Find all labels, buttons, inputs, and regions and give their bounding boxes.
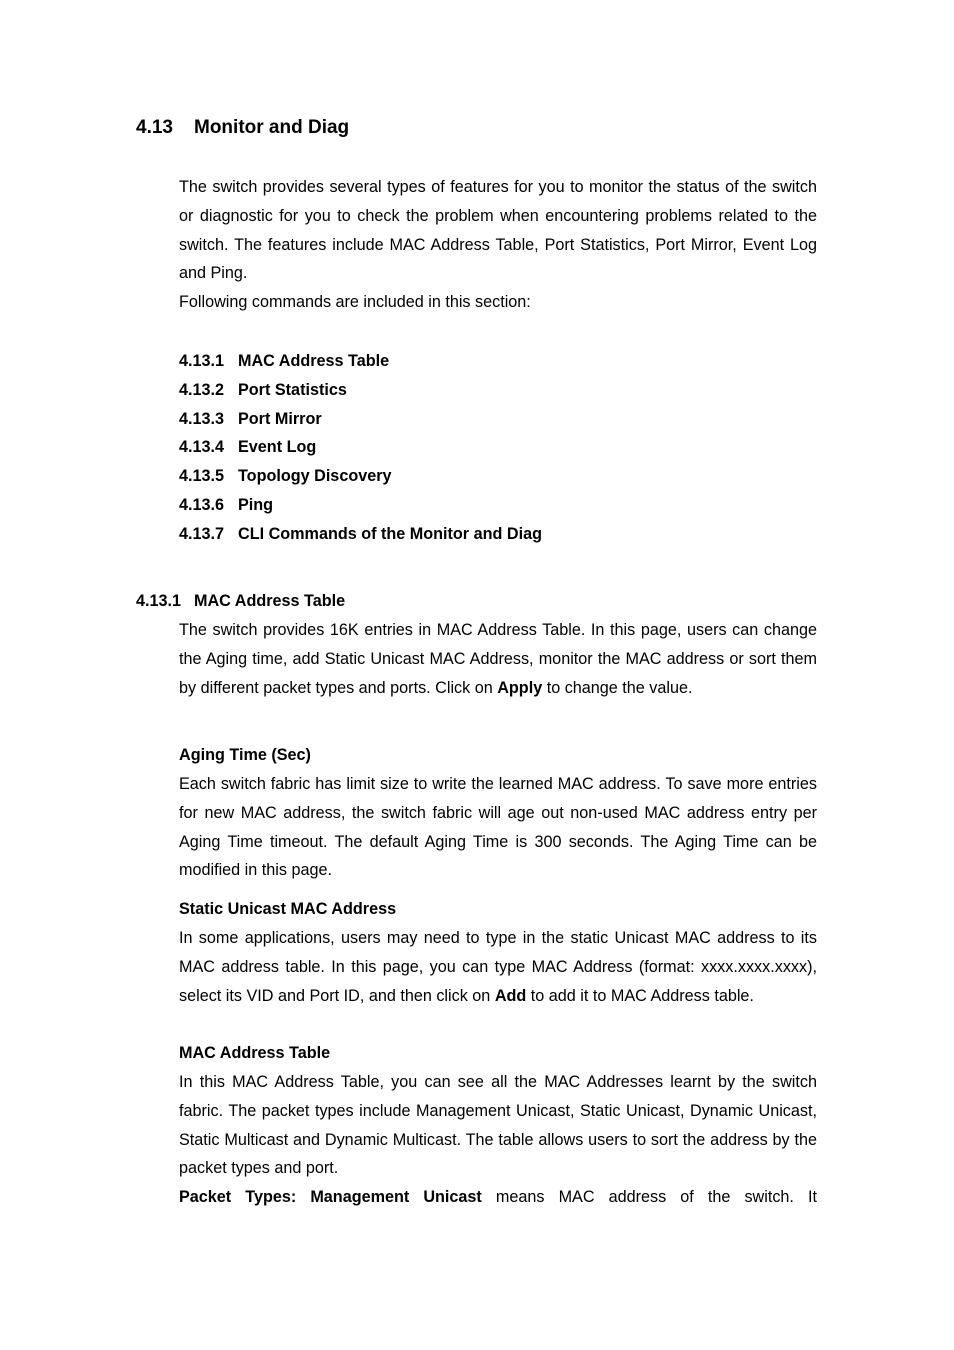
toc-item: 4.13.5 Topology Discovery <box>179 467 392 486</box>
section-title: Monitor and Diag <box>194 117 350 138</box>
toc-item: 4.13.4 Event Log <box>179 438 317 457</box>
packet-types-paragraph: Packet Types: Management Unicast means MAC address of the switch. It <box>179 1188 817 1206</box>
toc-item: 4.13.1 MAC Address Table <box>179 352 390 370</box>
toc-item: 4.13.6 Ping <box>179 495 274 514</box>
section-number: 4.13 <box>136 117 173 138</box>
intro-paragraph <box>179 173 817 317</box>
subsection-heading <box>136 587 345 616</box>
intro-commands-text: Following commands are included in this section: <box>179 293 531 312</box>
aging-heading: Aging Time (Sec) <box>179 746 311 764</box>
aging-paragraph: Each switch fabric has limit size to write the learned MAC address. To save more entries for new MAC address, the switch fabric will age out non-used MAC address entry per Aging Time timeout. The default Aging Time is 300 seconds. The Aging Time can be modified in this page. <box>179 775 817 880</box>
static-unicast-heading: Static Unicast MAC Address <box>179 900 397 918</box>
section-heading <box>136 117 349 139</box>
toc-item: 4.13.7 CLI Commands of the Monitor and Diag <box>179 524 542 543</box>
toc-item: 4.13.2 Port Statistics <box>179 380 347 399</box>
subsection-title: MAC Address Table <box>194 592 346 610</box>
subsection-number: 4.13.1 <box>136 592 182 610</box>
subsection-intro-paragraph: The switch provides 16K entries in MAC Address Table. In this page, users can change the Aging time, add Static Unicast MAC Address, monitor the MAC address or sort them by different packet types and ports. Click on Apply to change the value. <box>179 621 817 697</box>
apply-keyword: Apply <box>497 678 543 697</box>
mac-table-paragraph: In this MAC Address Table, you can see all the MAC Addresses learnt by the switch fabric. The packet types include Management Unicast, Static Unicast, Dynamic Unicast, Static Multicast and Dynamic Multicast. The table allows users to sort the address by the packet types and port. <box>179 1073 817 1178</box>
static-unicast-paragraph: In some applications, users may need to type in the static Unicast MAC address to its MAC address table. In this page, you can type MAC Address (format: xxxx.xxxx.xxxx), select its VID and Port ID, and then click on Add to add it to MAC Address table. <box>179 929 817 1005</box>
mac-table-heading: MAC Address Table <box>179 1044 331 1062</box>
toc-item: 4.13.3 Port Mirror <box>179 409 322 428</box>
intro-text: The switch provides several types of features for you to monitor the status of the switch or diagnostic for you to check the problem when encountering problems related to the switch. The features include MAC Address Table, Port Statistics, Port Mirror, Event Log and Ping. <box>179 178 817 283</box>
add-keyword: Add <box>494 986 527 1005</box>
toc-list <box>179 347 542 549</box>
packet-types-label: Packet Types: Management Unicast <box>179 1188 482 1206</box>
